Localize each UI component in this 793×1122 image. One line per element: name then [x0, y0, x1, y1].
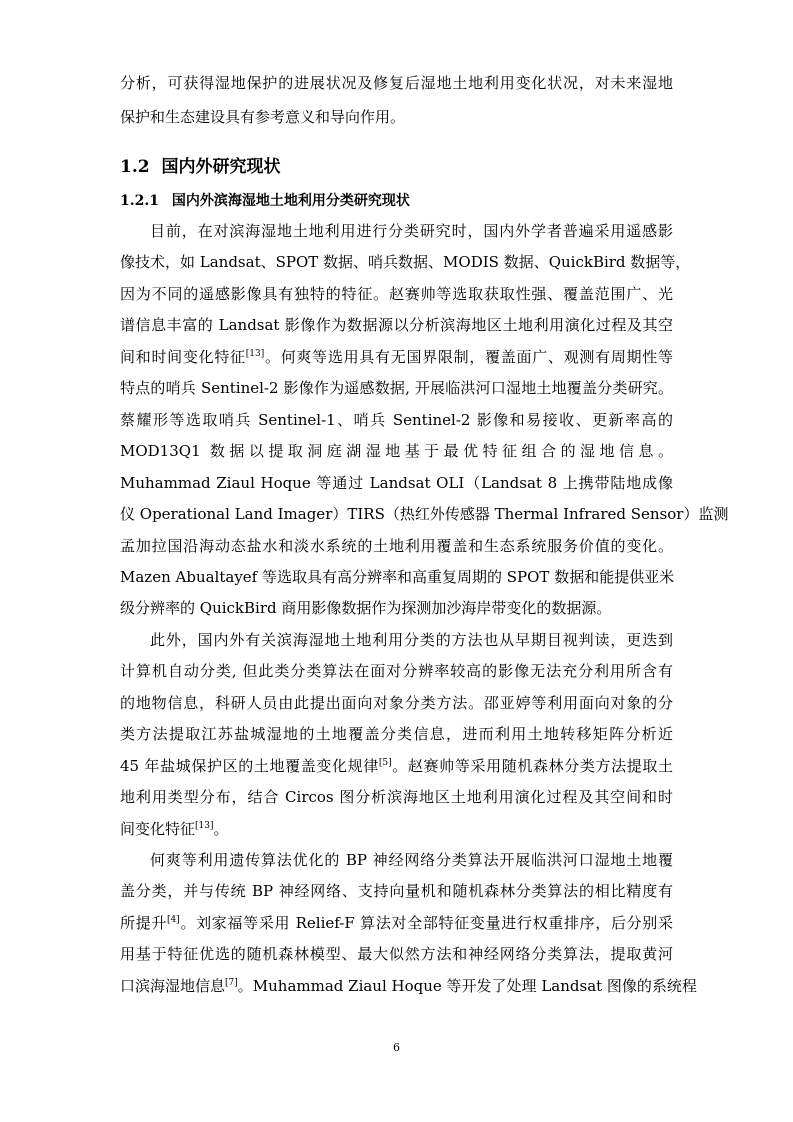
- line-text: 所提升: [120, 914, 168, 932]
- citation-ref: [5]: [378, 758, 392, 768]
- text-line: [120, 716, 673, 752]
- line-text: 类方法提取江苏盐城湿地的土地覆盖分类信息，进而利用土地转移矩阵分析近: [120, 725, 673, 743]
- line-text: 蔡耀形等选取哨兵 Sentinel-1、哨兵 Sentinel-2 影像和易接收、更新率高的: [120, 411, 673, 429]
- line-text: 仪 Operational Land Imager）TIRS（热红外传感器 Thermal Infrared Sensor）监测: [120, 505, 729, 523]
- text-line: [120, 779, 673, 815]
- line-text: 口滨海湿地信息: [120, 977, 226, 995]
- line-text: 级分辨率的 QuickBird 商用影像数据作为探测加沙海岸带变化的数据源。: [120, 599, 612, 617]
- line-text: MOD13Q1 数据以提取洞庭湖湿地基于最优特征组合的湿地信息。: [120, 442, 673, 460]
- line-text: 目前，在对滨海湿地土地利用进行分类研究时，国内外学者普遍采用遥感影: [150, 222, 673, 240]
- line-text: 因为不同的遥感影像具有独特的特征。赵赛帅等选取获取性强、覆盖范围广、光: [120, 285, 673, 303]
- line-text: 谱信息丰富的 Landsat 影像作为数据源以分析滨海地区土地利用演化过程及其空: [120, 316, 673, 334]
- text-line: [120, 370, 673, 406]
- line-text: 用基于特征优选的随机森林模型、最大似然方法和神经网络分类算法，提取黄河: [120, 945, 673, 963]
- line-text: 特点的哨兵 Sentinel-2 影像作为遥感数据, 开展临洪河口湿地土地覆盖分类研究。: [120, 379, 673, 397]
- text-line: [120, 936, 673, 972]
- citation-ref: [13]: [195, 821, 214, 831]
- line-text: 计算机自动分类, 但此类分类算法在面对分辨率较高的影像无法充分利用所含有: [120, 662, 673, 680]
- line-text: 。刘家福等采用 Relief-F 算法对全部特征变量进行权重排序，后分别采: [179, 914, 673, 932]
- text-line: [120, 873, 673, 909]
- text-line: [120, 307, 673, 343]
- line-text: 的地物信息，科研人员由此提出面向对象分类方法。邵亚婷等利用面向对象的分: [120, 694, 673, 712]
- text-line: [120, 99, 673, 135]
- line-text: 地利用类型分布，结合 Circos 图分析滨海地区土地利用演化过程及其空间和时: [120, 788, 673, 806]
- line-text: 保护和生态建设具有参考意义和导向作用。: [120, 108, 406, 126]
- line-text: 。: [213, 820, 229, 838]
- text-line: [120, 968, 697, 1004]
- line-text: 像技术，如 Landsat、SPOT 数据、哨兵数据、MODIS 数据、QuickBird 数据等，: [120, 253, 691, 271]
- line-text: 间和时间变化特征: [120, 348, 246, 366]
- text-line: [120, 244, 691, 280]
- line-text: 。Muhammad Ziaul Hoque 等开发了处理 Landsat 图像的系统程: [237, 977, 697, 995]
- page-number: 6: [393, 1041, 400, 1054]
- text-line: [120, 149, 673, 185]
- text-line: [120, 590, 673, 626]
- line-text: 分析，可获得湿地保护的进展状况及修复后湿地土地利用变化状况，对未来湿地: [120, 74, 673, 92]
- line-text: 此外，国内外有关滨海湿地土地利用分类的方法也从早期目视判读，更迭到: [150, 631, 673, 649]
- text-line: [120, 433, 673, 469]
- text-line: [120, 65, 673, 101]
- line-text: 45 年盐城保护区的土地覆盖变化规律: [120, 757, 379, 775]
- line-text: 盖分类，并与传统 BP 神经网络、支持向量机和随机森林分类算法的相比精度有: [120, 882, 673, 900]
- line-text: Mazen Abualtayef 等选取具有高分辨率和高重复周期的 SPOT 数据和能提供亚米: [120, 568, 675, 586]
- line-text: 1.2 国内外研究现状: [120, 157, 281, 177]
- line-text: 1.2.1 国内外滨海湿地土地利用分类研究现状: [120, 193, 410, 209]
- line-text: 何爽等利用遗传算法优化的 BP 神经网络分类算法开展临洪河口湿地土地覆: [150, 851, 673, 869]
- citation-ref: [13]: [245, 349, 265, 359]
- text-line: [120, 496, 729, 532]
- citation-ref: [7]: [225, 978, 238, 988]
- line-text: 。何爽等选用具有无国界限制，覆盖面广、观测有周期性等: [264, 348, 673, 366]
- text-line: [120, 653, 673, 689]
- line-text: 。赵赛帅等采用随机森林分类方法提取土: [391, 757, 673, 775]
- citation-ref: [4]: [167, 915, 180, 925]
- line-text: 孟加拉国沿海动态盐水和淡水系统的土地利用覆盖和生态系统服务价值的变化。: [120, 537, 673, 555]
- line-text: Muhammad Ziaul Hoque 等通过 Landsat OLI（Landsat 8 上携带陆地成像: [120, 474, 673, 492]
- line-text: 间变化特征: [120, 820, 196, 838]
